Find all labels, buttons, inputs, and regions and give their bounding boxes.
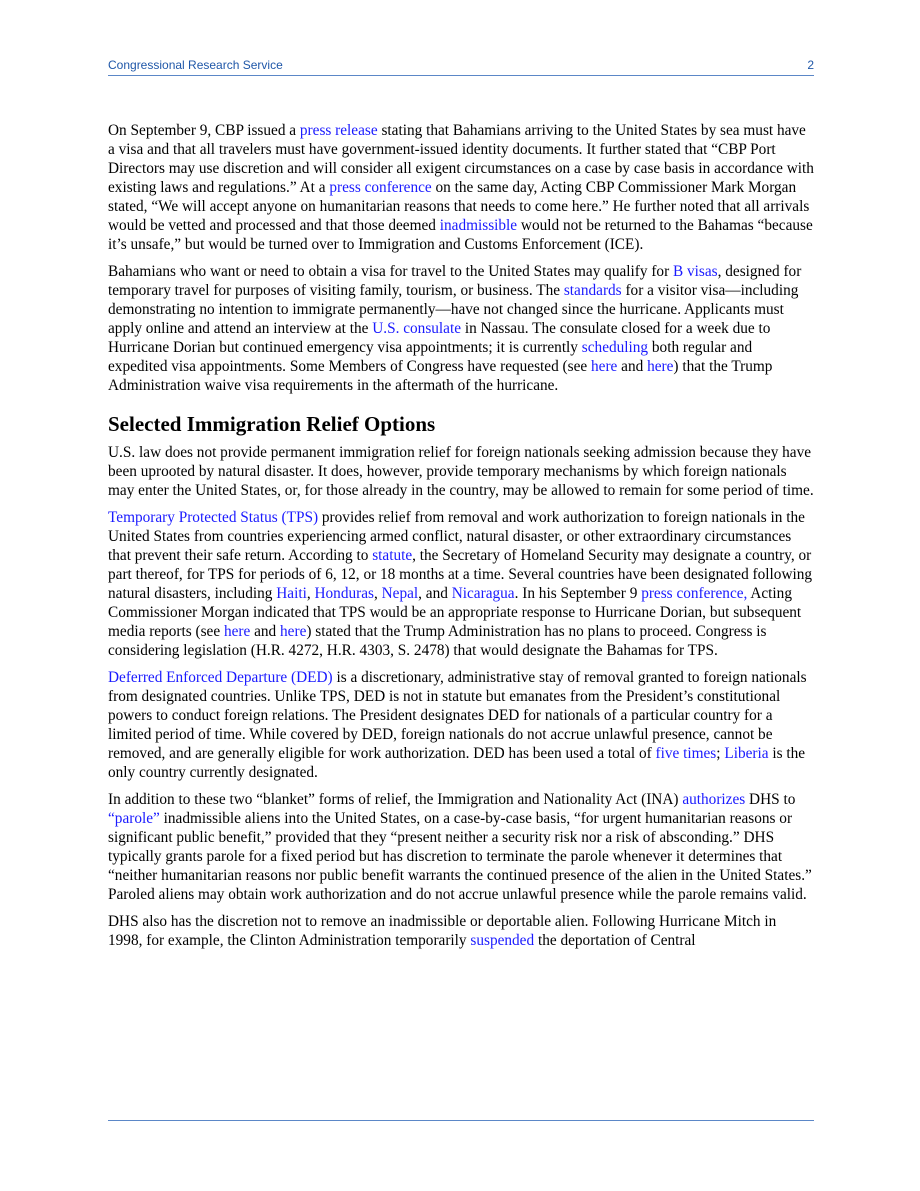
hyperlink[interactable]: Nepal [381,585,419,602]
hyperlink[interactable]: Honduras [314,585,374,602]
text-run: In addition to these two “blanket” forms of relief, the Immigration and Nationality Act (INA) [108,791,683,808]
section-paragraphs [108,443,814,950]
text-run: and [617,358,648,375]
text-run: Bahamians who want or need to obtain a visa for travel to the United States may qualify for [108,263,673,280]
hyperlink[interactable]: press conference, [641,585,748,602]
paragraph [108,508,814,660]
text-run: , designed for temporary travel for purposes of visiting family, tourism, or business. The [108,263,802,299]
header-rule [108,75,814,76]
text-run: DHS also has the discretion not to remove an inadmissible or deportable alien. Following Hurricane Mitch in 1998, for example, the Clinton Administration temporarily [108,913,777,949]
text-run: . In his September 9 [514,585,642,602]
text-run: ; [716,745,725,762]
hyperlink[interactable]: five times [655,745,717,762]
hyperlink[interactable]: standards [563,282,622,299]
hyperlink[interactable]: press conference [329,179,432,196]
hyperlink[interactable]: inadmissible [439,217,518,234]
hyperlink[interactable]: here [223,623,251,640]
paragraph [108,443,814,500]
text-run: for a visitor visa—including demonstrating no intention to immigrate permanently—have not changed since the hurricane. Applicants must apply online and attend an interview at the [108,282,799,337]
hyperlink[interactable]: here [591,358,618,375]
hyperlink[interactable]: “parole” [108,810,160,827]
text-run: is a discretionary, administrative stay of removal granted to foreign nationals from designated countries. Unlike TPS, DED is not in statute but emanates from the President’s constitutional powers to conduct foreign relations. The President designates DED for nationals of a particular country for a limited period of time. While covered by DED, foreign nationals do not accrue unlawful presence, cannot be removed, and are generally eligible for work authorization. DED has been used a total of [108,669,807,762]
paragraph [108,121,814,254]
hyperlink[interactable]: Deferred Enforced Departure (DED) [108,669,333,686]
text-run: , the Secretary of Homeland Security may designate a country, or part thereof, for TPS for periods of 6, 12, or 18 months at a time. Several countries have been designated following natural disasters, including [108,547,813,602]
footer-rule [108,1120,814,1121]
body-text [108,121,814,958]
hyperlink[interactable]: press release [299,122,378,139]
paragraph [108,912,814,950]
text-run: in Nassau. The consulate closed for a week due to Hurricane Dorian but continued emergency visa appointments; it is currently [108,320,771,356]
hyperlink[interactable]: Liberia [724,745,769,762]
paragraph [108,668,814,782]
text-run: ) stated that the Trump Administration has no plans to proceed. Congress is considering legislation (H.R. 4272, H.R. 4303, S. 2478) that would designate the Bahamas for TPS. [108,623,767,659]
section-heading: Selected Immigration Relief Options [108,412,436,436]
hyperlink[interactable]: Haiti [276,585,307,602]
text-run: , and [418,585,452,602]
hyperlink[interactable]: Temporary Protected Status (TPS) [108,509,319,526]
hyperlink[interactable]: here [280,623,307,640]
paragraph [108,262,814,395]
hyperlink[interactable]: Nicaragua [451,585,515,602]
text-run: would not be returned to the Bahamas “because it’s unsafe,” but would be turned over to Immigration and Customs Enforcement (ICE). [108,217,813,253]
text-run: inadmissible aliens into the United States, on a case-by-case basis, “for urgent humanitarian reasons or significant public benefit,” provided that they “present neither a security risk nor a risk of absconding.” DHS typically grants parole for a fixed period but has discretion to terminate the parole whenever it determines that “neither humanitarian reasons nor public benefit warrants the continued presence of the alien in the United States.” Paroled aliens may obtain work authorization and do not accrue unlawful presence while the parole remains valid. [108,810,812,903]
hyperlink[interactable]: here [647,358,674,375]
text-run: stating that Bahamians arriving to the United States by sea must have a visa and that all travelers must have government-issued identity documents. It further stated that “CBP Port Directors may use discretion and will consider all exigent circumstances on a case by case basis in accordance with existing laws and regulations.” At a [108,122,814,196]
hyperlink[interactable]: statute [372,547,413,564]
text-run: Acting Commissioner Morgan indicated that TPS would be an appropriate response to Hurricane Dorian, but subsequent media reports (see [108,585,802,640]
hyperlink[interactable]: scheduling [581,339,649,356]
text-run: ) that the Trump Administration waive visa requirements in the aftermath of the hurricane. [108,358,773,394]
text-run: , [306,585,315,602]
text-run: is the only country currently designated. [108,745,806,781]
text-run: and [250,623,281,640]
text-run: on the same day, Acting CBP Commissioner Mark Morgan stated, “We will accept anyone on humanitarian reasons that needs to come here.” He further noted that all arrivals would be vetted and processed and that those deemed [108,179,810,234]
text-run: the deportation of Central [534,932,696,949]
hyperlink[interactable]: B visas [672,263,718,280]
hyperlink[interactable]: suspended [470,932,535,949]
text-run: On September 9, CBP issued a [108,122,300,139]
paragraph [108,790,814,904]
text-run: DHS to [745,791,796,808]
hyperlink[interactable]: U.S. consulate [372,320,462,337]
intro-paragraphs [108,121,814,395]
text-run: U.S. law does not provide permanent immigration relief for foreign nationals seeking admission because they have been uprooted by natural disaster. It does, however, provide temporary mechanisms by which foreign nationals may enter the United States, or, for those already in the country, may be allowed to remain for some period of time. [108,444,814,499]
header-title: Congressional Research Service [108,58,283,72]
hyperlink[interactable]: authorizes [682,791,746,808]
text-run: both regular and expedited visa appointments. Some Members of Congress have requested (see [108,339,753,375]
page-number: 2 [807,58,814,72]
text-run: , [373,585,382,602]
text-run: provides relief from removal and work authorization to foreign nationals in the United States from countries experiencing armed conflict, natural disaster, or other extraordinary circumstances that prevent their safe return. According to [108,509,805,564]
page-header [108,58,814,76]
